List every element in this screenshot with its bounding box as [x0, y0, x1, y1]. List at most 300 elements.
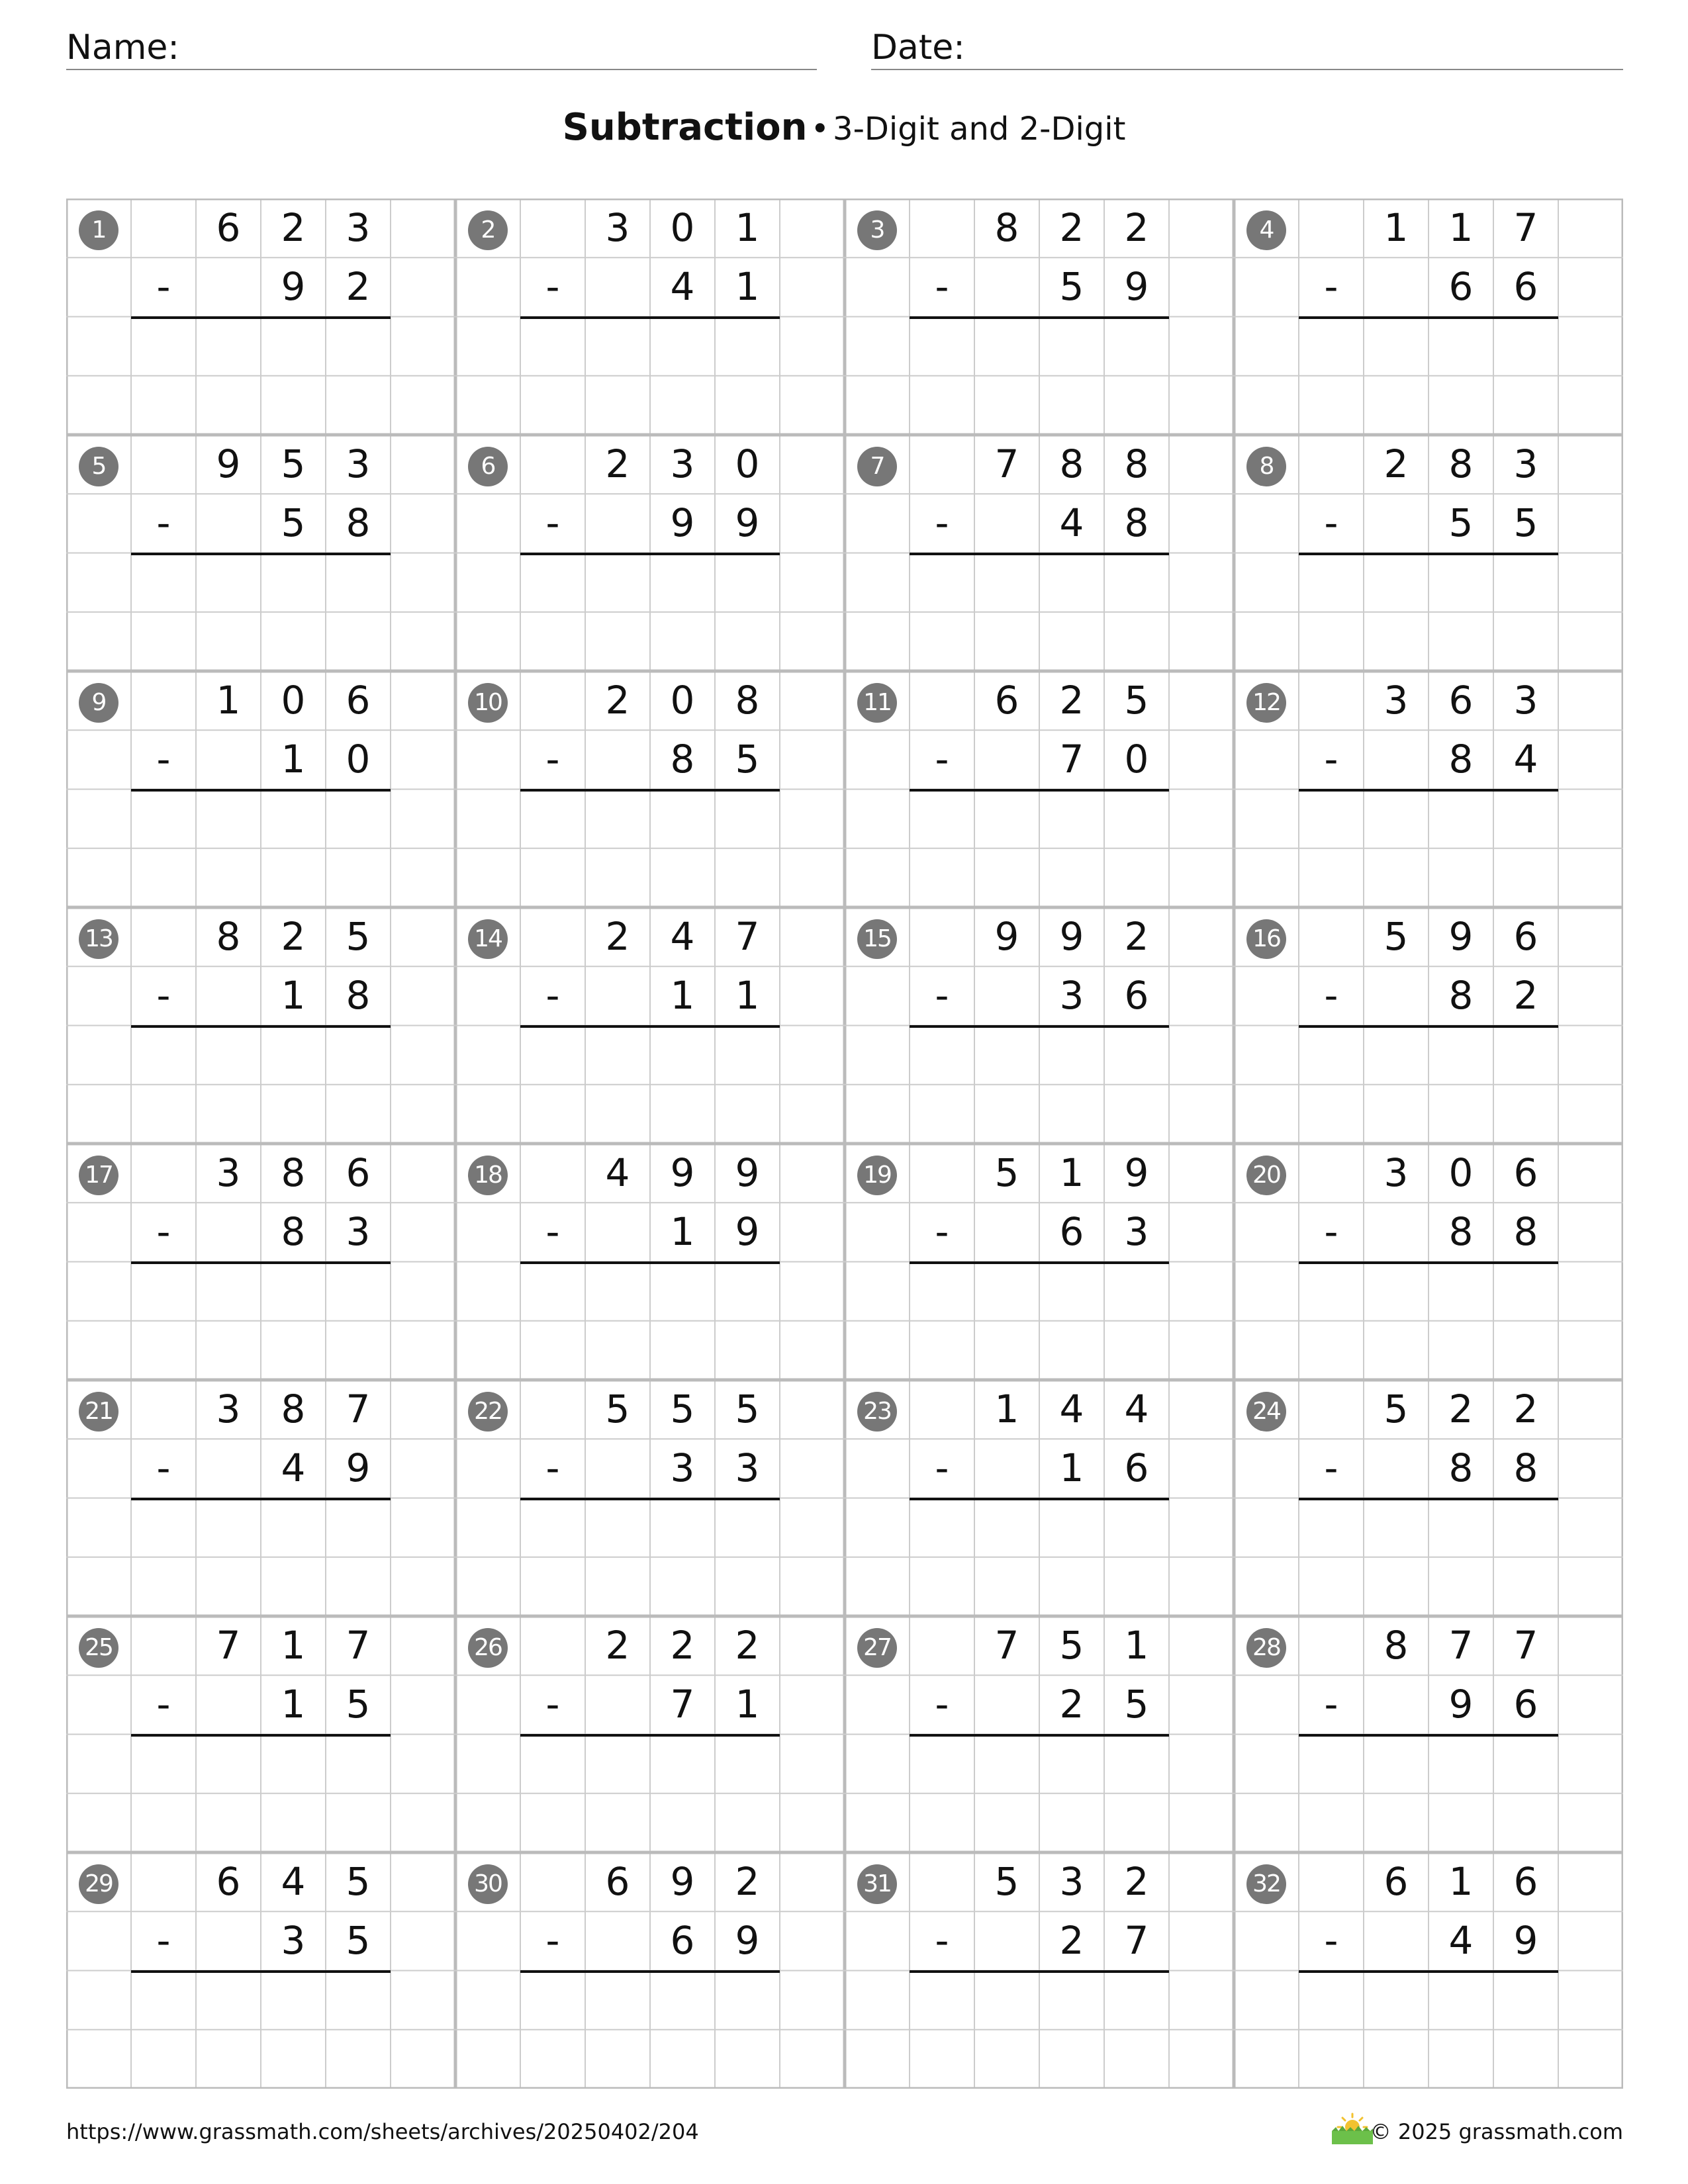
answer-cell[interactable]	[1104, 1971, 1169, 2030]
answer-cell[interactable]	[1493, 1026, 1558, 1085]
answer-cell[interactable]	[131, 790, 196, 848]
answer-cell[interactable]	[910, 553, 974, 612]
problem-number-badge: 11	[857, 683, 897, 723]
answer-cell[interactable]	[520, 1026, 585, 1085]
answer-cell[interactable]	[715, 553, 780, 612]
problem-30	[455, 1852, 845, 2089]
subtrahend-digit: 0	[1124, 737, 1149, 782]
minuend-digit: 5	[281, 441, 306, 486]
answer-cell[interactable]	[1493, 1735, 1558, 1794]
problem-number-badge: 23	[857, 1392, 897, 1432]
footer-copyright: © 2025 grassmath.com	[1370, 2119, 1623, 2144]
name-field-line[interactable]	[66, 69, 817, 70]
minuend-digit: 6	[994, 678, 1019, 723]
minus-operator: -	[1324, 973, 1338, 1019]
answer-cell[interactable]	[715, 317, 780, 376]
answer-cell[interactable]	[974, 317, 1039, 376]
answer-cell[interactable]	[1364, 1498, 1429, 1557]
problem-number-badge: 2	[468, 210, 508, 250]
minus-operator: -	[1324, 1682, 1338, 1727]
subtrahend-digit: 9	[281, 264, 306, 310]
minuend-digit: 5	[1383, 914, 1409, 959]
minuend-digit: 3	[605, 205, 630, 250]
minuend-digit: 9	[735, 1150, 760, 1195]
answer-cell[interactable]	[131, 553, 196, 612]
answer-cell[interactable]	[1364, 317, 1429, 376]
subtrahend-digit: 8	[1513, 1445, 1538, 1491]
title-main: Subtraction	[562, 106, 808, 149]
answer-cell[interactable]	[261, 553, 326, 612]
answer-cell[interactable]	[974, 1262, 1039, 1321]
answer-cell[interactable]	[261, 1971, 326, 2030]
answer-cell[interactable]	[1039, 1262, 1104, 1321]
answer-cell[interactable]	[326, 1262, 391, 1321]
minus-operator: -	[156, 500, 171, 546]
answer-cell[interactable]	[1493, 1262, 1558, 1321]
minuend-digit: 0	[735, 441, 760, 486]
answer-cell[interactable]	[910, 1971, 974, 2030]
subtrahend-digit: 7	[670, 1682, 695, 1727]
answer-cell[interactable]	[1299, 1498, 1364, 1557]
subtrahend-digit: 9	[1448, 1682, 1474, 1727]
subtrahend-digit: 2	[346, 264, 371, 310]
minuend-digit: 6	[1448, 678, 1474, 723]
problem-27	[845, 1616, 1234, 1852]
answer-cell[interactable]	[650, 1026, 715, 1085]
subtrahend-digit: 7	[1124, 1918, 1149, 1964]
subtrahend-digit: 1	[670, 1209, 695, 1255]
problem-number-badge: 13	[79, 919, 118, 959]
subtrahend-digit: 8	[1448, 1445, 1474, 1491]
date-field-line[interactable]	[871, 69, 1623, 70]
problem-14	[455, 907, 845, 1144]
minuend-digit: 0	[670, 678, 695, 723]
answer-cell[interactable]	[1364, 553, 1429, 612]
answer-cell[interactable]	[650, 790, 715, 848]
minuend-digit: 0	[1448, 1150, 1474, 1195]
minuend-digit: 3	[670, 441, 695, 486]
answer-cell[interactable]	[520, 317, 585, 376]
minuend-digit: 8	[994, 205, 1019, 250]
problem-number-badge: 26	[468, 1628, 508, 1668]
answer-cell[interactable]	[1104, 790, 1169, 848]
answer-cell[interactable]	[974, 553, 1039, 612]
answer-cell[interactable]	[196, 1026, 261, 1085]
minuend-digit: 5	[346, 1859, 371, 1904]
answer-cell[interactable]	[974, 1735, 1039, 1794]
answer-cell[interactable]	[1299, 1262, 1364, 1321]
answer-cell[interactable]	[1299, 1971, 1364, 2030]
answer-cell[interactable]	[715, 1026, 780, 1085]
minus-operator: -	[156, 1682, 171, 1727]
answer-cell[interactable]	[1104, 1735, 1169, 1794]
answer-cell[interactable]	[1429, 553, 1493, 612]
subtrahend-digit: 1	[735, 973, 760, 1019]
name-label: Name:	[66, 28, 179, 68]
problem-number-badge: 27	[857, 1628, 897, 1668]
answer-cell[interactable]	[585, 1735, 650, 1794]
minuend-digit: 6	[1513, 914, 1538, 959]
minuend-digit: 9	[1448, 914, 1474, 959]
problem-number-badge: 20	[1246, 1156, 1286, 1195]
answer-cell[interactable]	[520, 790, 585, 848]
minus-operator: -	[545, 500, 560, 546]
answer-cell[interactable]	[1493, 790, 1558, 848]
answer-cell[interactable]	[131, 1971, 196, 2030]
title-subtitle: 3-Digit and 2-Digit	[833, 111, 1126, 148]
answer-cell[interactable]	[196, 317, 261, 376]
minuend-digit: 8	[1448, 441, 1474, 486]
answer-cell[interactable]	[1364, 790, 1429, 848]
problem-number-badge: 10	[468, 683, 508, 723]
subtrahend-digit: 6	[1448, 264, 1474, 310]
minus-operator: -	[1324, 500, 1338, 546]
subtrahend-digit: 4	[1059, 500, 1084, 546]
minuend-digit: 4	[1059, 1387, 1084, 1432]
answer-cell[interactable]	[910, 790, 974, 848]
minuend-digit: 2	[605, 441, 630, 486]
subtrahend-digit: 2	[1513, 973, 1538, 1019]
minus-operator: -	[935, 1918, 949, 1964]
minuend-digit: 3	[1383, 1150, 1409, 1195]
subtrahend-digit: 3	[670, 1445, 695, 1491]
minus-operator: -	[935, 1682, 949, 1727]
minus-operator: -	[156, 1209, 171, 1255]
answer-cell[interactable]	[131, 1735, 196, 1794]
answer-cell[interactable]	[650, 1971, 715, 2030]
minuend-digit: 5	[1383, 1387, 1409, 1432]
problem-number-badge: 15	[857, 919, 897, 959]
answer-cell[interactable]	[585, 1026, 650, 1085]
subtrahend-digit: 1	[1059, 1445, 1084, 1491]
answer-cell[interactable]	[650, 1735, 715, 1794]
minuend-digit: 5	[670, 1387, 695, 1432]
answer-cell[interactable]	[196, 1262, 261, 1321]
answer-cell[interactable]	[1364, 1735, 1429, 1794]
minuend-digit: 9	[1124, 1150, 1149, 1195]
answer-cell[interactable]	[261, 1735, 326, 1794]
answer-cell[interactable]	[196, 790, 261, 848]
minuend-digit: 2	[281, 914, 306, 959]
problem-7	[845, 435, 1234, 671]
minuend-digit: 2	[1124, 205, 1149, 250]
minuend-digit: 4	[281, 1859, 306, 1904]
answer-cell[interactable]	[585, 790, 650, 848]
subtrahend-digit: 5	[1124, 1682, 1149, 1727]
problem-20	[1234, 1144, 1623, 1380]
worksheet-grid	[66, 199, 1623, 2089]
answer-cell[interactable]	[261, 1498, 326, 1557]
problem-9	[66, 671, 455, 907]
answer-cell[interactable]	[520, 1498, 585, 1557]
answer-cell[interactable]	[1493, 553, 1558, 612]
problem-number-badge: 5	[79, 447, 118, 486]
minuend-digit: 2	[735, 1623, 760, 1668]
minus-operator: -	[1324, 1209, 1338, 1255]
answer-cell[interactable]	[650, 317, 715, 376]
answer-cell[interactable]	[650, 1262, 715, 1321]
subtrahend-digit: 8	[346, 973, 371, 1019]
minuend-digit: 7	[1513, 205, 1538, 250]
answer-cell[interactable]	[1039, 790, 1104, 848]
minuend-digit: 9	[994, 914, 1019, 959]
subtrahend-digit: 4	[1448, 1918, 1474, 1964]
problem-23	[845, 1380, 1234, 1616]
minuend-digit: 5	[994, 1859, 1019, 1904]
answer-cell[interactable]	[520, 553, 585, 612]
subtrahend-digit: 7	[1059, 737, 1084, 782]
answer-cell[interactable]	[1039, 317, 1104, 376]
subtrahend-digit: 8	[281, 1209, 306, 1255]
problem-5	[66, 435, 455, 671]
minus-operator: -	[156, 737, 171, 782]
problem-number-badge: 14	[468, 919, 508, 959]
subtrahend-digit: 1	[281, 737, 306, 782]
answer-cell[interactable]	[326, 1026, 391, 1085]
answer-cell[interactable]	[1429, 1498, 1493, 1557]
minuend-digit: 3	[1383, 678, 1409, 723]
subtrahend-digit: 1	[735, 264, 760, 310]
answer-cell[interactable]	[910, 1026, 974, 1085]
answer-cell[interactable]	[1104, 553, 1169, 612]
answer-cell[interactable]	[1429, 1026, 1493, 1085]
answer-cell[interactable]	[910, 1735, 974, 1794]
subtrahend-digit: 3	[281, 1918, 306, 1964]
minuend-digit: 4	[670, 914, 695, 959]
minuend-digit: 7	[346, 1623, 371, 1668]
answer-cell[interactable]	[1493, 1971, 1558, 2030]
answer-cell[interactable]	[1299, 1735, 1364, 1794]
minus-operator: -	[935, 973, 949, 1019]
minuend-digit: 0	[670, 205, 695, 250]
answer-cell[interactable]	[585, 1498, 650, 1557]
problem-25	[66, 1616, 455, 1852]
answer-cell[interactable]	[326, 553, 391, 612]
answer-cell[interactable]	[326, 790, 391, 848]
problem-number-badge: 1	[79, 210, 118, 250]
answer-cell[interactable]	[585, 1262, 650, 1321]
subtrahend-digit: 5	[346, 1682, 371, 1727]
answer-cell[interactable]	[1364, 1262, 1429, 1321]
problem-29	[66, 1852, 455, 2089]
problem-number-badge: 8	[1246, 447, 1286, 486]
minuend-digit: 2	[1448, 1387, 1474, 1432]
minus-operator: -	[1324, 737, 1338, 782]
answer-cell[interactable]	[974, 1971, 1039, 2030]
minus-operator: -	[545, 737, 560, 782]
answer-cell[interactable]	[1429, 1262, 1493, 1321]
minuend-digit: 2	[605, 914, 630, 959]
answer-cell[interactable]	[1429, 1971, 1493, 2030]
minuend-digit: 5	[994, 1150, 1019, 1195]
minus-operator: -	[156, 973, 171, 1019]
answer-cell[interactable]	[1364, 1971, 1429, 2030]
subtrahend-digit: 5	[1448, 500, 1474, 546]
subtrahend-digit: 5	[1059, 264, 1084, 310]
subtrahend-digit: 9	[735, 1918, 760, 1964]
answer-cell[interactable]	[1039, 1735, 1104, 1794]
answer-cell[interactable]	[261, 1026, 326, 1085]
answer-cell[interactable]	[650, 1498, 715, 1557]
subtrahend-digit: 6	[1059, 1209, 1084, 1255]
answer-cell[interactable]	[1299, 553, 1364, 612]
answer-cell[interactable]	[131, 1262, 196, 1321]
subtrahend-digit: 5	[281, 500, 306, 546]
minuend-digit: 7	[1448, 1623, 1474, 1668]
minuend-digit: 8	[216, 914, 241, 959]
answer-cell[interactable]	[974, 790, 1039, 848]
answer-cell[interactable]	[520, 1262, 585, 1321]
subtrahend-digit: 4	[1513, 737, 1538, 782]
problem-number-badge: 24	[1246, 1392, 1286, 1432]
problem-10	[455, 671, 845, 907]
answer-cell[interactable]	[196, 553, 261, 612]
answer-cell[interactable]	[910, 317, 974, 376]
minuend-digit: 6	[216, 1859, 241, 1904]
subtrahend-digit: 1	[735, 1682, 760, 1727]
minuend-digit: 9	[670, 1859, 695, 1904]
answer-cell[interactable]	[1299, 317, 1364, 376]
subtrahend-digit: 2	[1059, 1682, 1084, 1727]
subtrahend-digit: 3	[346, 1209, 371, 1255]
answer-cell[interactable]	[326, 317, 391, 376]
minus-operator: -	[1324, 1445, 1338, 1491]
problem-number-badge: 21	[79, 1392, 118, 1432]
answer-cell[interactable]	[715, 1971, 780, 2030]
answer-cell[interactable]	[261, 790, 326, 848]
problem-24	[1234, 1380, 1623, 1616]
minuend-digit: 8	[735, 678, 760, 723]
answer-cell[interactable]	[910, 1498, 974, 1557]
answer-cell[interactable]	[1429, 790, 1493, 848]
minuend-digit: 6	[605, 1859, 630, 1904]
minuend-digit: 1	[216, 678, 241, 723]
problem-number-badge: 9	[79, 683, 118, 723]
subtrahend-digit: 6	[1124, 973, 1149, 1019]
answer-cell[interactable]	[1429, 1735, 1493, 1794]
answer-cell[interactable]	[715, 790, 780, 848]
minuend-digit: 1	[1059, 1150, 1084, 1195]
answer-cell[interactable]	[974, 1026, 1039, 1085]
subtrahend-digit: 6	[670, 1918, 695, 1964]
answer-cell[interactable]	[585, 317, 650, 376]
answer-cell[interactable]	[1104, 317, 1169, 376]
answer-cell[interactable]	[131, 317, 196, 376]
subtrahend-digit: 1	[281, 1682, 306, 1727]
minuend-digit: 2	[670, 1623, 695, 1668]
minus-operator: -	[156, 264, 171, 310]
answer-cell[interactable]	[585, 1971, 650, 2030]
minus-operator: -	[545, 1209, 560, 1255]
answer-cell[interactable]	[715, 1262, 780, 1321]
minuend-digit: 2	[605, 678, 630, 723]
answer-cell[interactable]	[585, 553, 650, 612]
minuend-digit: 1	[1383, 205, 1409, 250]
minuend-digit: 3	[1059, 1859, 1084, 1904]
subtrahend-digit: 9	[346, 1445, 371, 1491]
answer-cell[interactable]	[261, 317, 326, 376]
minuend-digit: 2	[281, 205, 306, 250]
problem-26	[455, 1616, 845, 1852]
answer-cell[interactable]	[1493, 317, 1558, 376]
answer-cell[interactable]	[1104, 1026, 1169, 1085]
answer-cell[interactable]	[196, 1498, 261, 1557]
minus-operator: -	[545, 1682, 560, 1727]
answer-cell[interactable]	[131, 1026, 196, 1085]
grass-sun-logo-icon	[1329, 2111, 1376, 2146]
minuend-digit: 1	[735, 205, 760, 250]
answer-cell[interactable]	[326, 1971, 391, 2030]
answer-cell[interactable]	[974, 1498, 1039, 1557]
subtrahend-digit: 1	[281, 973, 306, 1019]
subtrahend-digit: 9	[735, 500, 760, 546]
problem-2	[455, 199, 845, 435]
answer-cell[interactable]	[520, 1735, 585, 1794]
minuend-digit: 4	[1124, 1387, 1149, 1432]
minuend-digit: 7	[346, 1387, 371, 1432]
answer-cell[interactable]	[1299, 1026, 1364, 1085]
minus-operator: -	[1324, 1918, 1338, 1964]
minuend-digit: 2	[1383, 441, 1409, 486]
answer-cell[interactable]	[520, 1971, 585, 2030]
minus-operator: -	[935, 500, 949, 546]
answer-cell[interactable]	[131, 1498, 196, 1557]
answer-cell[interactable]	[1429, 317, 1493, 376]
problem-3	[845, 199, 1234, 435]
answer-cell[interactable]	[1493, 1498, 1558, 1557]
answer-cell[interactable]	[326, 1498, 391, 1557]
answer-cell[interactable]	[1364, 1026, 1429, 1085]
subtrahend-digit: 8	[670, 737, 695, 782]
minuend-digit: 3	[1513, 678, 1538, 723]
problem-number-badge: 32	[1246, 1864, 1286, 1904]
minuend-digit: 4	[605, 1150, 630, 1195]
subtrahend-digit: 6	[1513, 1682, 1538, 1727]
subtrahend-digit: 5	[1513, 500, 1538, 546]
minuend-digit: 9	[670, 1150, 695, 1195]
answer-cell[interactable]	[1039, 1971, 1104, 2030]
answer-cell[interactable]	[261, 1262, 326, 1321]
answer-cell[interactable]	[1039, 1498, 1104, 1557]
answer-cell[interactable]	[1039, 1026, 1104, 1085]
answer-cell[interactable]	[196, 1971, 261, 2030]
minuend-digit: 2	[1059, 205, 1084, 250]
minuend-digit: 2	[735, 1859, 760, 1904]
minus-operator: -	[545, 973, 560, 1019]
problem-17	[66, 1144, 455, 1380]
answer-cell[interactable]	[1104, 1262, 1169, 1321]
answer-cell[interactable]	[715, 1735, 780, 1794]
problem-number-badge: 17	[79, 1156, 118, 1195]
minuend-digit: 7	[216, 1623, 241, 1668]
minus-operator: -	[935, 737, 949, 782]
minuend-digit: 8	[1383, 1623, 1409, 1668]
answer-cell[interactable]	[196, 1735, 261, 1794]
answer-cell[interactable]	[1299, 790, 1364, 848]
answer-cell[interactable]	[1039, 553, 1104, 612]
problem-12	[1234, 671, 1623, 907]
date-label: Date:	[871, 28, 965, 68]
answer-cell[interactable]	[1104, 1498, 1169, 1557]
subtrahend-digit: 6	[1124, 1445, 1149, 1491]
answer-cell[interactable]	[910, 1262, 974, 1321]
subtrahend-digit: 8	[1513, 1209, 1538, 1255]
answer-cell[interactable]	[326, 1735, 391, 1794]
answer-cell[interactable]	[715, 1498, 780, 1557]
subtrahend-digit: 5	[735, 737, 760, 782]
minuend-digit: 3	[216, 1150, 241, 1195]
answer-cell[interactable]	[650, 553, 715, 612]
